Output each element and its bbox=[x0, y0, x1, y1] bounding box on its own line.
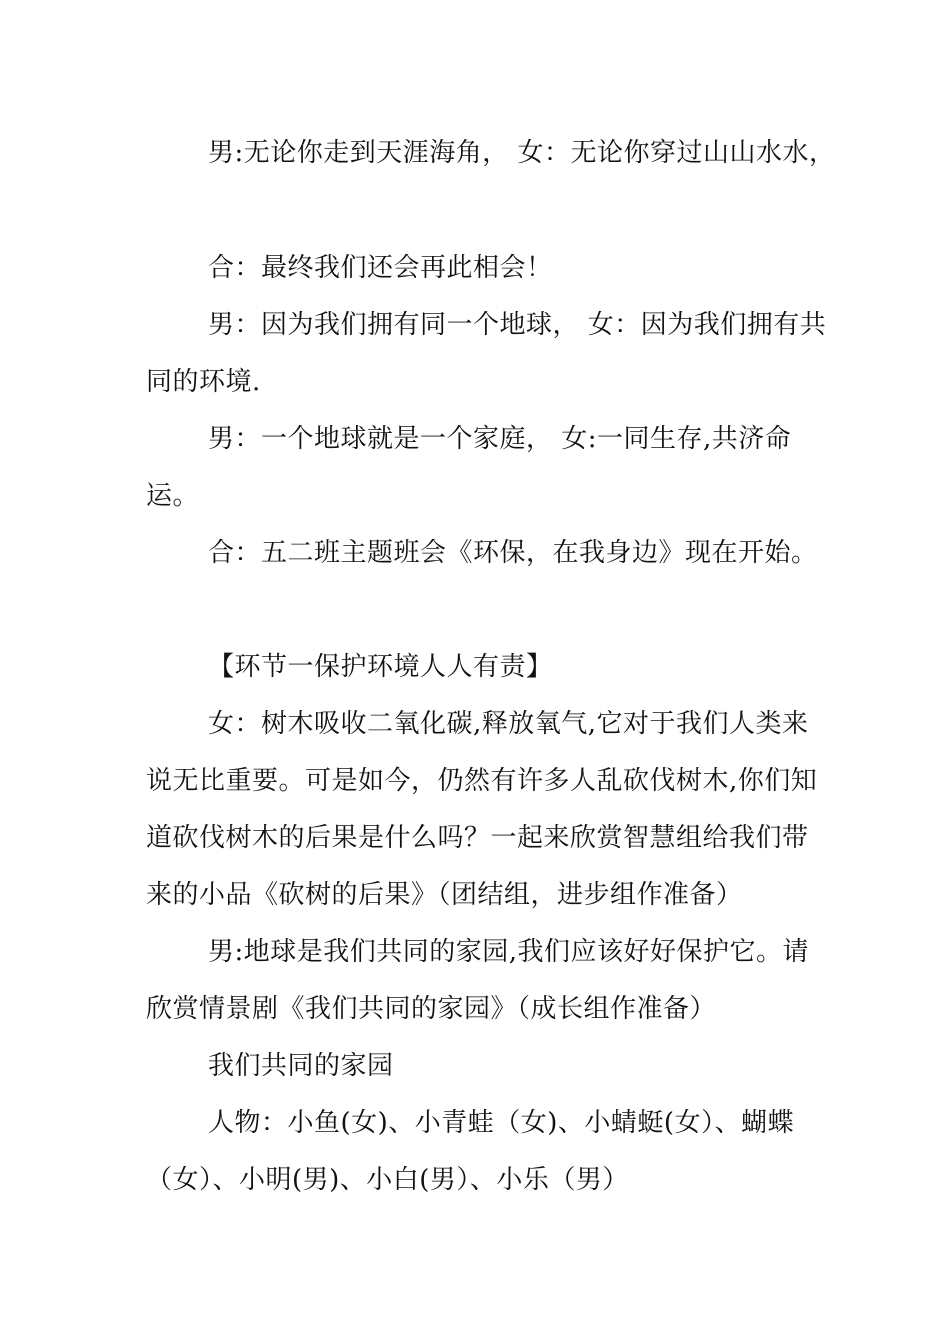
paragraph-line: 女：树木吸收二氧化碳,释放氧气,它对于我们人类来 bbox=[208, 709, 809, 739]
paragraph-line: 欣赏情景剧《我们共同的家园》（成长组作准备） bbox=[146, 994, 717, 1024]
paragraph-line: 说无比重要。可是如今，仍然有许多人乱砍伐树木,你们知 bbox=[146, 766, 818, 796]
paragraph-line: 道砍伐树木的后果是什么吗？一起来欣赏智慧组给我们带 bbox=[146, 823, 809, 853]
dialogue-line-continuation: 运。 bbox=[146, 481, 200, 511]
dialogue-line-continuation: 同的环境. bbox=[146, 367, 261, 397]
play-title: 我们共同的家园 bbox=[208, 1051, 394, 1081]
dialogue-line: 合：最终我们还会再此相会！ bbox=[208, 253, 553, 283]
section-heading: 【环节一保护环境人人有责】 bbox=[208, 652, 553, 682]
characters-line-continuation: （女）、小明(男)、小白(男）、小乐（男） bbox=[146, 1165, 629, 1195]
characters-line: 人物：小鱼(女)、小青蛙（女)、小蜻蜓(女）、蝴蝶 bbox=[208, 1108, 795, 1138]
paragraph-line: 来的小品《砍树的后果》（团结组，进步组作准备） bbox=[146, 880, 743, 910]
dialogue-line: 男:无论你走到天涯海角， 女：无论你穿过山山水水， bbox=[208, 138, 836, 168]
dialogue-line: 合：五二班主题班会《环保，在我身边》现在开始。 bbox=[208, 538, 818, 568]
paragraph-line: 男:地球是我们共同的家园,我们应该好好保护它。请 bbox=[208, 937, 810, 967]
dialogue-line: 男：一个地球就是一个家庭， 女:一同生存,共济命 bbox=[208, 424, 792, 454]
dialogue-line: 男：因为我们拥有同一个地球， 女：因为我们拥有共 bbox=[208, 310, 827, 340]
